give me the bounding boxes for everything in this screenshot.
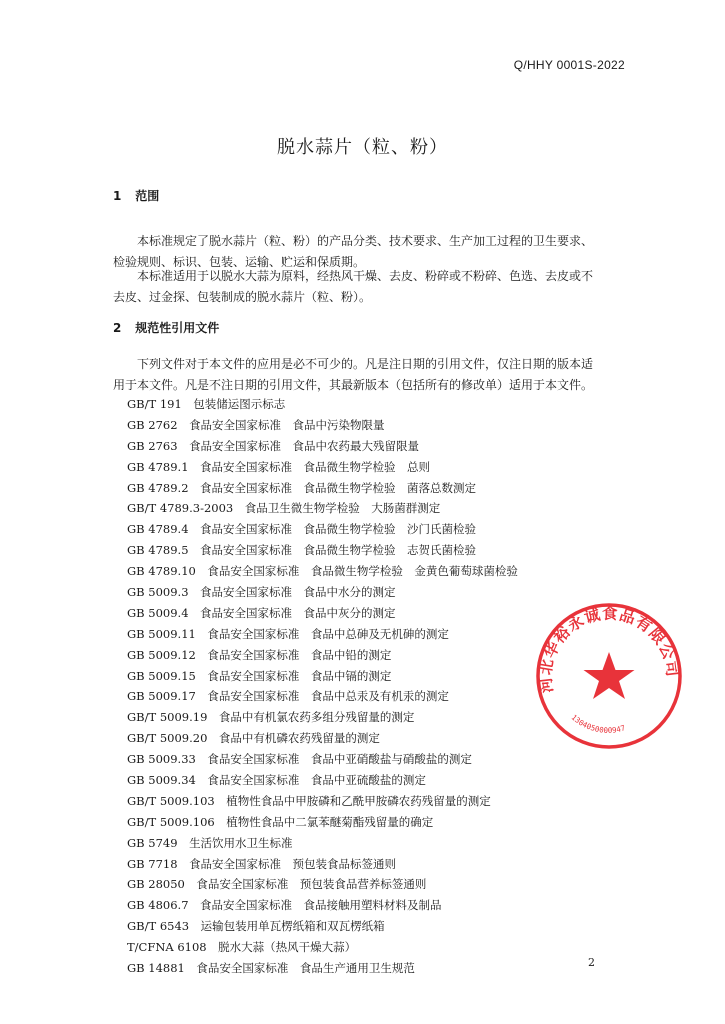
scope-paragraph-2-line-2: 去皮、过金探、包装制成的脱水蒜片（粒、粉）。 [113,290,372,304]
reference-title: 食品中有机氯农药多组分残留量的测定 [218,710,415,725]
reference-code: GB/T 5009.19 [127,710,208,725]
reference-title: 食品安全国家标准 食品微生物学检验 菌落总数测定 [200,480,477,495]
reference-code: GB 2762 [127,417,178,432]
reference-title: 食品安全国家标准 食品中总砷及无机砷的测定 [207,626,449,641]
reference-code: GB 14881 [127,961,185,976]
reference-item [127,874,607,895]
reference-code: GB 5749 [127,835,178,850]
reference-title: 植物性食品中甲胺磷和乙酰甲胺磷农药残留量的测定 [226,793,491,808]
reference-code: GB 2763 [127,438,178,453]
reference-code: T/CFNA 6108 [127,940,207,955]
reference-title: 食品安全国家标准 食品微生物学检验 志贺氏菌检验 [200,543,477,558]
reference-title: 食品安全国家标准 食品中铅的测定 [207,647,392,662]
reference-code: GB 4789.5 [127,543,189,558]
reference-code: GB/T 6543 [127,919,190,934]
reference-code: GB/T 4789.3-2003 [127,501,234,516]
reference-item [127,436,607,457]
reference-title: 食品安全国家标准 食品生产通用卫生规范 [196,961,415,976]
reference-title: 运输包装用单瓦楞纸箱和双瓦楞纸箱 [200,919,385,934]
reference-code: GB 5009.3 [127,585,189,600]
reference-code: GB/T 191 [127,397,182,411]
scope-paragraph-1-line-1: 本标准规定了脱水蒜片（粒、粉）的产品分类、技术要求、生产加工过程的卫生要求、 [137,234,594,248]
company-seal [533,600,685,752]
reference-code: GB 4789.10 [127,564,196,579]
reference-code: GB 5009.34 [127,773,196,788]
reference-title: 植物性食品中二氯苯醚菊酯残留量的确定 [226,814,434,829]
reference-code: GB/T 5009.106 [127,814,215,829]
reference-code: GB 5009.4 [127,605,189,620]
reference-item [127,540,607,561]
reference-title: 食品卫生微生物学检验 大肠菌群测定 [244,501,441,516]
reference-item [127,770,607,791]
reference-item [127,937,607,958]
document-title: 脱水蒜片（粒、粉） [277,137,448,158]
reference-title: 脱水大蒜（热风干燥大蒜） [218,940,357,955]
reference-item [127,498,607,519]
reference-title: 生活饮用水卫生标准 [189,835,293,850]
reference-code: GB 4789.4 [127,522,189,537]
references-intro-line-1: 下列文件对于本文件的应用是必不可少的。凡是注日期的引用文件，仅注日期的版本适 [137,357,594,371]
reference-title: 食品安全国家标准 食品微生物学检验 金黄色葡萄球菌检验 [207,564,518,579]
reference-title: 食品安全国家标准 预包装食品营养标签通则 [196,877,427,892]
reference-item [127,833,607,854]
scope-paragraph-2-line-1: 本标准适用于以脱水大蒜为原料，经热风干燥、去皮、粉碎或不粉碎、色选、去皮或不 [137,269,594,283]
reference-item [127,519,607,540]
reference-code: GB 4789.1 [127,459,189,474]
scope-paragraph-2 [113,266,625,308]
reference-title: 食品安全国家标准 食品中灰分的测定 [200,605,396,620]
reference-title: 包装储运图示标志 [193,397,286,411]
reference-code: GB/T 5009.20 [127,731,208,746]
reference-code: GB 5009.17 [127,689,196,704]
reference-title: 食品安全国家标准 食品中总汞及有机汞的测定 [207,689,449,704]
reference-title: 食品安全国家标准 食品中镉的测定 [207,668,392,683]
references-intro [113,354,625,396]
reference-item [127,916,607,937]
section-1-number: 1 [113,189,122,203]
reference-item [127,394,607,415]
seal-company-name: 河北华裕永诚食品有限公司 [536,604,682,694]
seal-registration-number: 1304050000947 [569,712,627,735]
reference-code: GB 5009.15 [127,668,196,683]
reference-title: 食品安全国家标准 食品微生物学检验 沙门氏菌检验 [200,522,477,537]
reference-title: 食品安全国家标准 食品微生物学检验 总则 [200,459,431,474]
reference-code: GB 4806.7 [127,898,189,913]
reference-code: GB 7718 [127,856,178,871]
reference-item [127,854,607,875]
page-number: 2 [588,956,595,969]
reference-code: GB 5009.11 [127,626,196,641]
reference-title: 食品安全国家标准 食品中农药最大残留限量 [189,438,420,453]
reference-item [127,749,607,770]
reference-item [127,478,607,499]
section-1-title: 范围 [135,189,160,203]
reference-title: 食品安全国家标准 食品中水分的测定 [200,585,396,600]
reference-item [127,812,607,833]
reference-title: 食品安全国家标准 食品中亚硫酸盐的测定 [207,773,426,788]
section-2-title: 规范性引用文件 [135,321,220,335]
reference-code: GB/T 5009.103 [127,793,215,808]
reference-title: 食品中有机磷农药残留量的测定 [218,731,380,746]
section-1-heading [113,187,159,204]
reference-code: GB 5009.12 [127,647,196,662]
reference-item [127,958,607,979]
reference-item [127,561,607,582]
reference-item [127,415,607,436]
section-2-heading [113,319,219,336]
reference-title: 食品安全国家标准 食品接触用塑料材料及制品 [200,898,442,913]
scope-paragraph-1-line-2: 检验规则、标识、包装、运输、贮运和保质期。 [113,255,366,269]
reference-item [127,457,607,478]
seal-star-icon [584,652,635,699]
document-code: Q/HHY 0001S-2022 [513,58,625,72]
reference-item [127,791,607,812]
reference-code: GB 28050 [127,877,185,892]
references-intro-line-2: 用于本文件。凡是不注日期的引用文件，其最新版本（包括所有的修改单）适用于本文件。 [113,378,594,392]
reference-code: GB 4789.2 [127,480,189,495]
reference-item [127,895,607,916]
section-2-number: 2 [113,321,122,335]
reference-code: GB 5009.33 [127,752,196,767]
reference-title: 食品安全国家标准 食品中亚硝酸盐与硝酸盐的测定 [207,752,472,767]
reference-title: 食品安全国家标准 食品中污染物限量 [189,417,385,432]
reference-title: 食品安全国家标准 预包装食品标签通则 [189,856,397,871]
